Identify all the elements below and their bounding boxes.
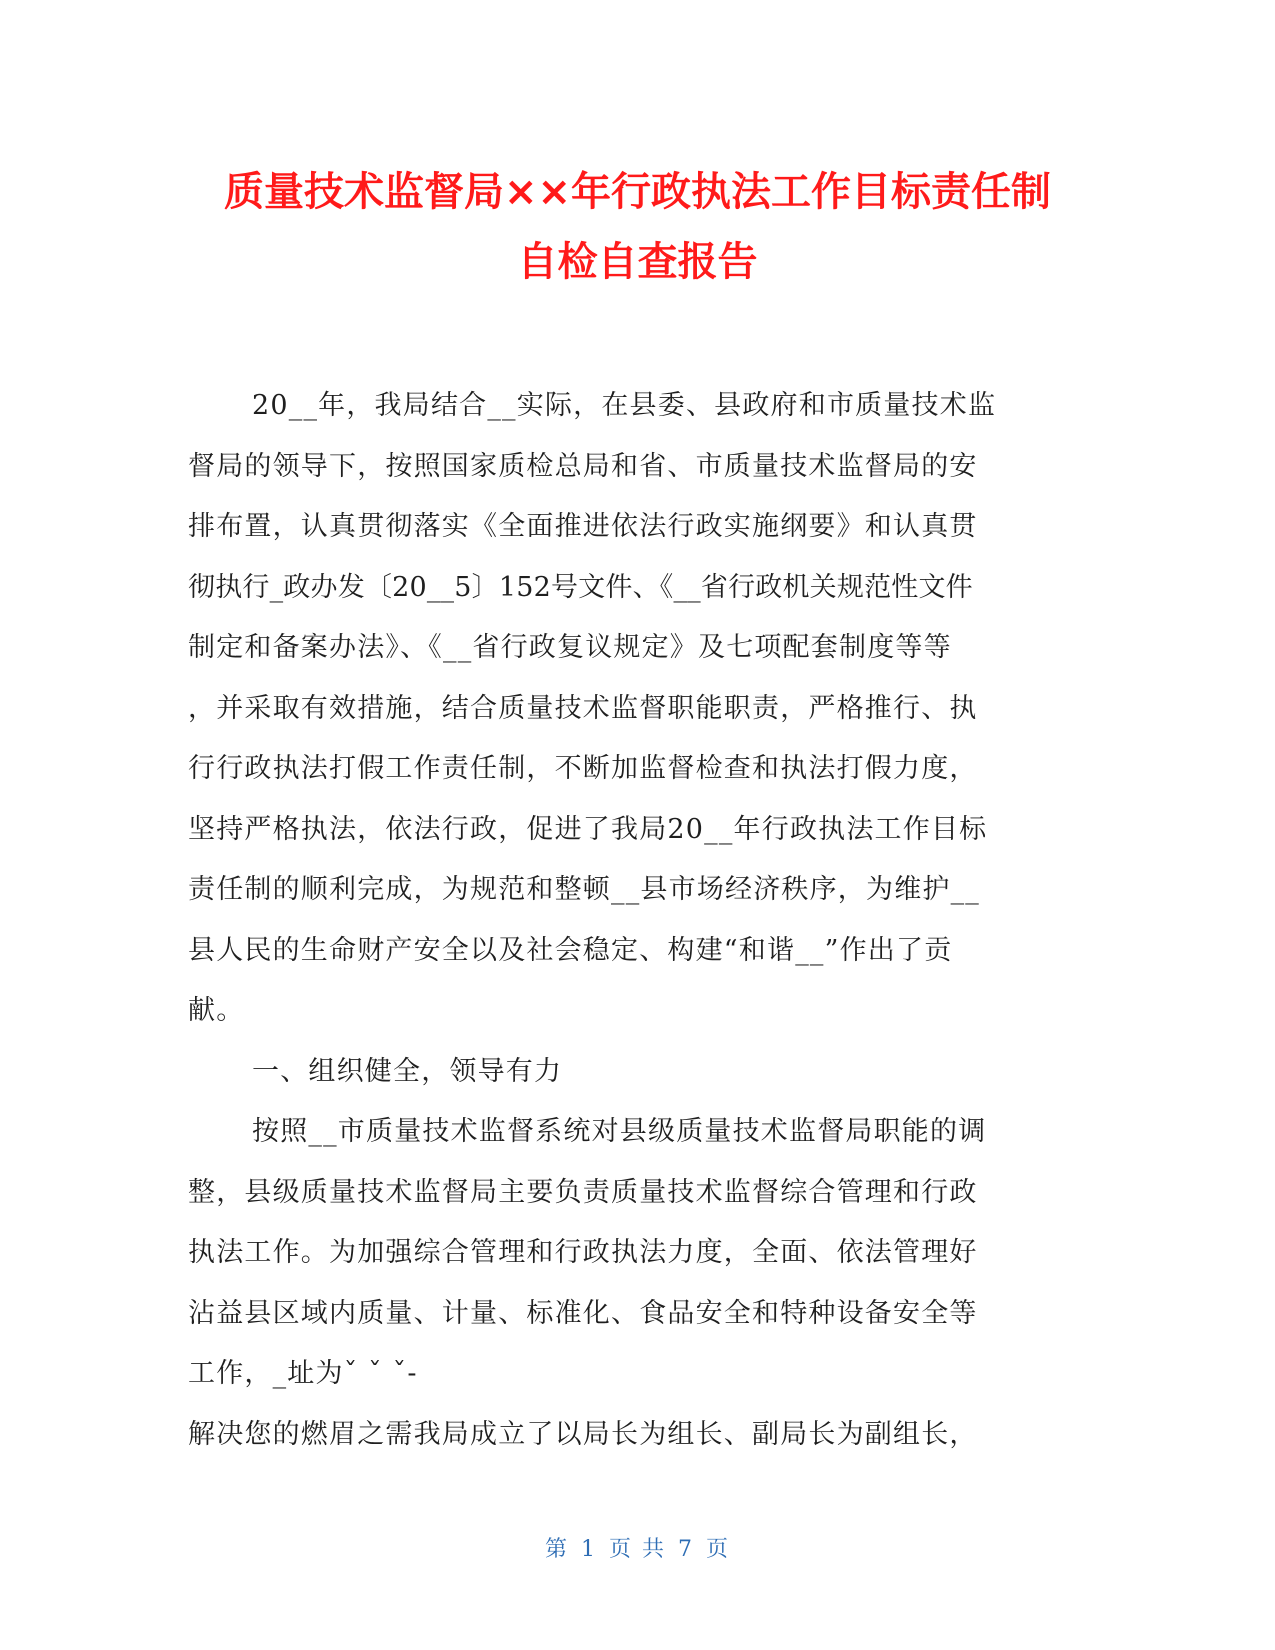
section-heading: 一、组织健全，领导有力 — [252, 1055, 563, 1087]
document-title-line-1: 质量技术监督局××年行政执法工作目标责任制 — [223, 169, 1052, 215]
paragraph-line: 工作，_址为ˇ ˇ ˇ- — [188, 1358, 418, 1389]
paragraph-line: 责任制的顺利完成，为规范和整顿__县市场经济秩序，为维护__ — [188, 874, 980, 905]
paragraph-line: 献。 — [188, 995, 245, 1026]
paragraph-line: ，并采取有效措施，结合质量技术监督职能职责，严格推行、执 — [188, 692, 978, 724]
paragraph-line: 解决您的燃眉之需我局成立了以局长为组长、副局长为副组长， — [188, 1418, 978, 1450]
paragraph-line: 行行政执法打假工作责任制，不断加监督检查和执法打假力度， — [188, 753, 978, 784]
page-number-footer — [0, 1532, 1275, 1563]
paragraph-line: 排布置，认真贯彻落实《全面推进依法行政实施纲要》和认真贯 — [188, 511, 978, 542]
paragraph-line: 制定和备案办法》、《__省行政复议规定》及七项配套制度等等 — [188, 632, 952, 663]
paragraph-line: 彻执行_政办发〔20__5〕152号文件、《__省行政机关规范性文件 — [188, 571, 973, 603]
paragraph-line: 县人民的生命财产安全以及社会稳定、构建“和谐__”作出了贡 — [188, 934, 953, 966]
paragraph-line: 坚持严格执法，依法行政，促进了我局20__年行政执法工作目标 — [188, 813, 988, 845]
document-title-line-2: 自检自查报告 — [517, 239, 758, 285]
document-body — [188, 376, 1088, 1465]
paragraph-line: 按照__市质量技术监督系统对县级质量技术监督局职能的调 — [252, 1116, 987, 1147]
paragraph-line: 执法工作。为加强综合管理和行政执法力度，全面、依法管理好 — [188, 1237, 978, 1268]
footer-prefix: 第 — [544, 1537, 569, 1562]
footer-suffix: 页 — [706, 1537, 731, 1562]
paragraph-line: 整，县级质量技术监督局主要负责质量技术监督综合管理和行政 — [188, 1176, 978, 1208]
paragraph-line: 20__年，我局结合__实际，在县委、县政府和市质量技术监 — [252, 390, 997, 421]
total-page-number: 7 — [678, 1537, 694, 1562]
paragraph-line: 督局的领导下，按照国家质检总局和省、市质量技术监督局的安 — [188, 450, 978, 482]
paragraph-line: 沾益县区域内质量、计量、标准化、食品安全和特种设备安全等 — [188, 1297, 978, 1329]
footer-mid: 页 共 — [609, 1537, 666, 1562]
current-page-number: 1 — [581, 1537, 597, 1562]
